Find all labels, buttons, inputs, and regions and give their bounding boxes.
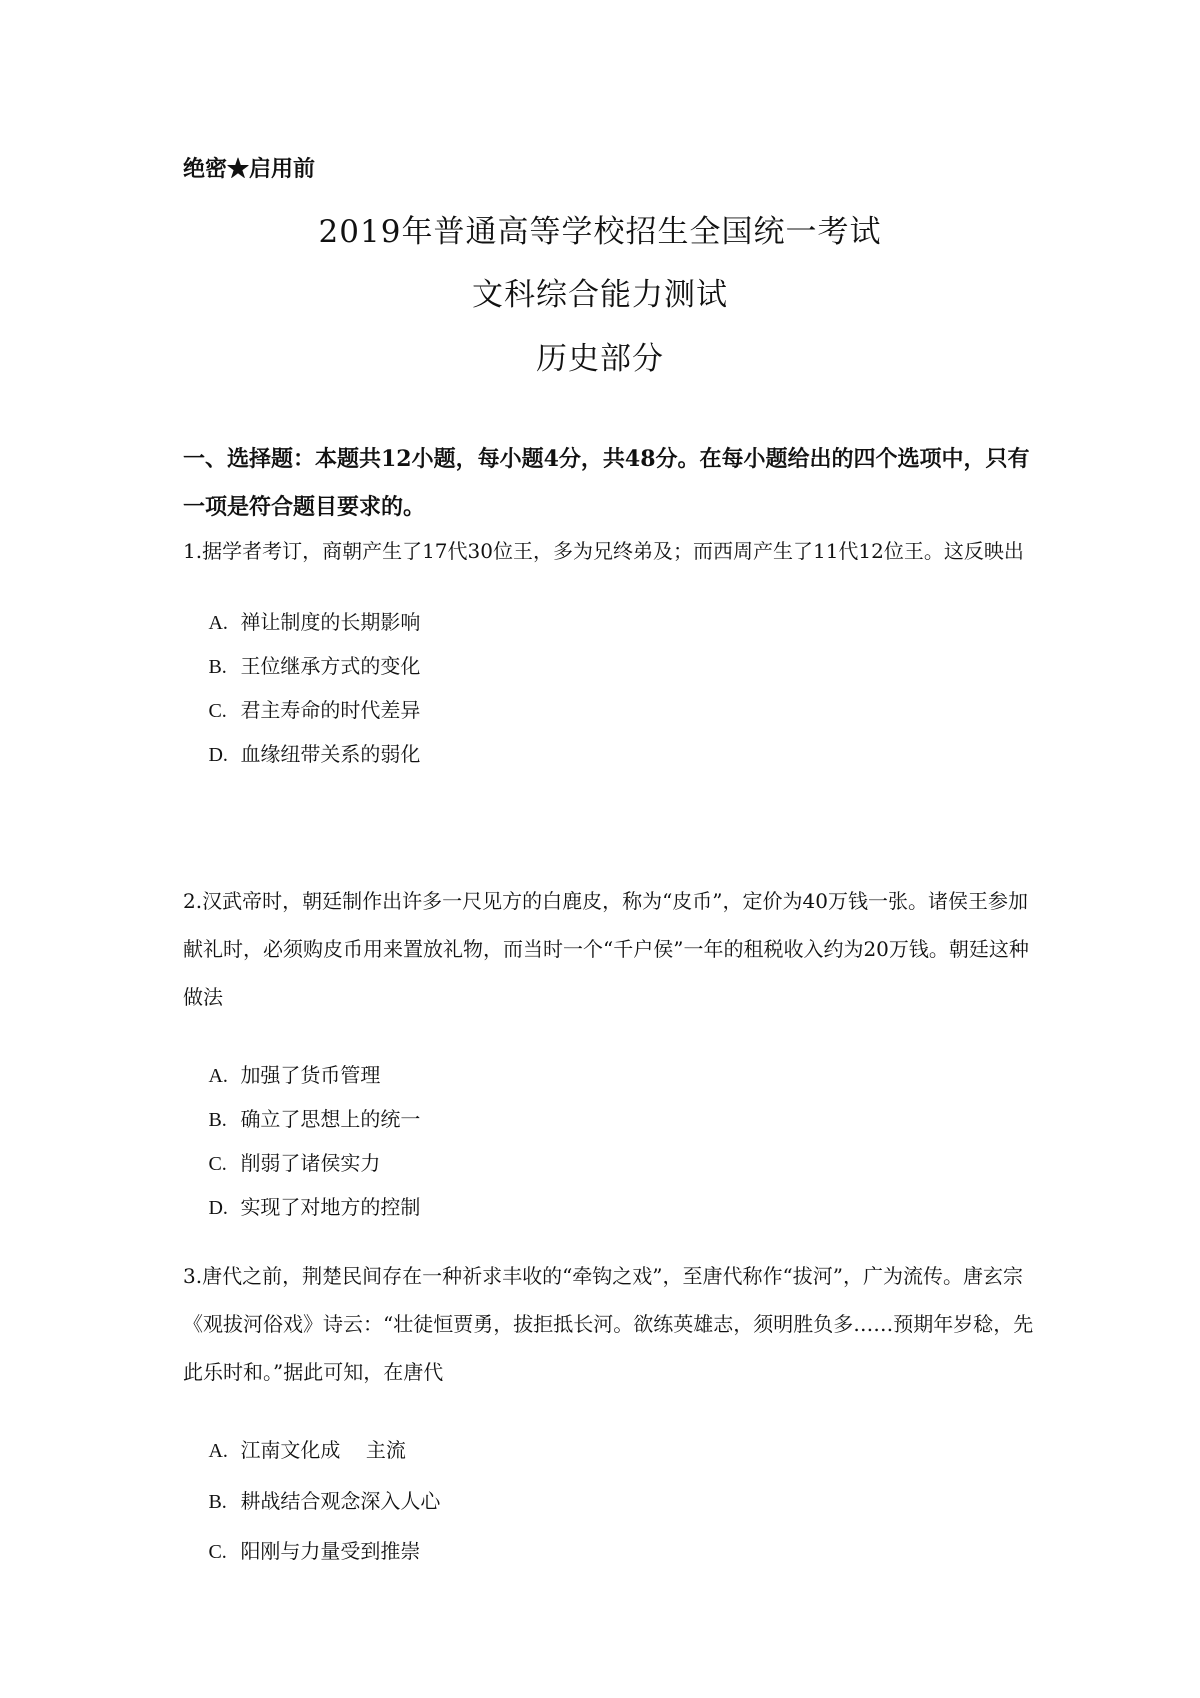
- section-heading: 一、选择题：本题共12小题，每小题4分，共48分。在每小题给出的四个选项中，只有一项是符合题目要求的。: [183, 446, 1030, 520]
- question-1-stem: 1.据学者考订，商朝产生了17代30位王，多为兄终弟及；而西周产生了11代12位王。这反映出: [183, 539, 1024, 563]
- option-text: 禅让制度的长期影响: [240, 610, 421, 634]
- confidential-label: 绝密★启用前: [183, 156, 316, 182]
- option-letter: A.: [208, 612, 228, 634]
- option-text: 削弱了诸侯实力: [240, 1151, 381, 1175]
- option-text: 王位继承方式的变化: [240, 654, 421, 678]
- question-1-option-d: [183, 709, 420, 800]
- option-letter: D.: [208, 744, 228, 766]
- option-text: 江南文化成 主流: [240, 1438, 406, 1462]
- option-text: 加强了货币管理: [240, 1063, 381, 1087]
- exam-subtitle: 文科综合能力测试: [472, 277, 728, 313]
- option-text: 耕战结合观念深入人心: [240, 1489, 441, 1513]
- option-letter: A.: [208, 1440, 228, 1462]
- option-text: 阳刚与力量受到推崇: [240, 1539, 421, 1563]
- option-letter: B.: [208, 1491, 227, 1513]
- option-letter: C.: [208, 1153, 227, 1175]
- option-text: 君主寿命的时代差异: [240, 698, 421, 722]
- option-letter: B.: [208, 1109, 227, 1131]
- option-letter: C.: [208, 700, 227, 722]
- question-3-stem: 3.唐代之前，荆楚民间存在一种祈求丰收的“牵钩之戏”，至唐代称作“拔河”，广为流传。唐玄宗《观拔河俗戏》诗云：“壮徒恒贾勇，拔拒抵长河。欲练英雄志，须明胜负多……预期年岁稔，先此乐时和。”据此可知，在唐代: [183, 1264, 1034, 1384]
- option-text: 实现了对地方的控制: [240, 1195, 421, 1219]
- question-2-option-d: [183, 1162, 420, 1253]
- option-letter: B.: [208, 656, 227, 678]
- exam-title: 2019年普通高等学校招生全国统一考试: [318, 214, 882, 250]
- question-3-option-c: [183, 1506, 420, 1597]
- exam-part: 历史部分: [536, 341, 664, 377]
- option-letter: C.: [208, 1541, 227, 1563]
- option-text: 确立了思想上的统一: [240, 1107, 421, 1131]
- question-2-stem: 2.汉武帝时，朝廷制作出许多一尺见方的白鹿皮，称为“皮币”，定价为40万钱一张。诸侯王参加献礼时，必须购皮币用来置放礼物，而当时一个“千户侯”一年的租税收入约为20万钱。朝廷这种做法: [183, 889, 1029, 1009]
- option-text: 血缘纽带关系的弱化: [240, 742, 421, 766]
- option-letter: D.: [208, 1197, 228, 1219]
- option-letter: A.: [208, 1065, 228, 1087]
